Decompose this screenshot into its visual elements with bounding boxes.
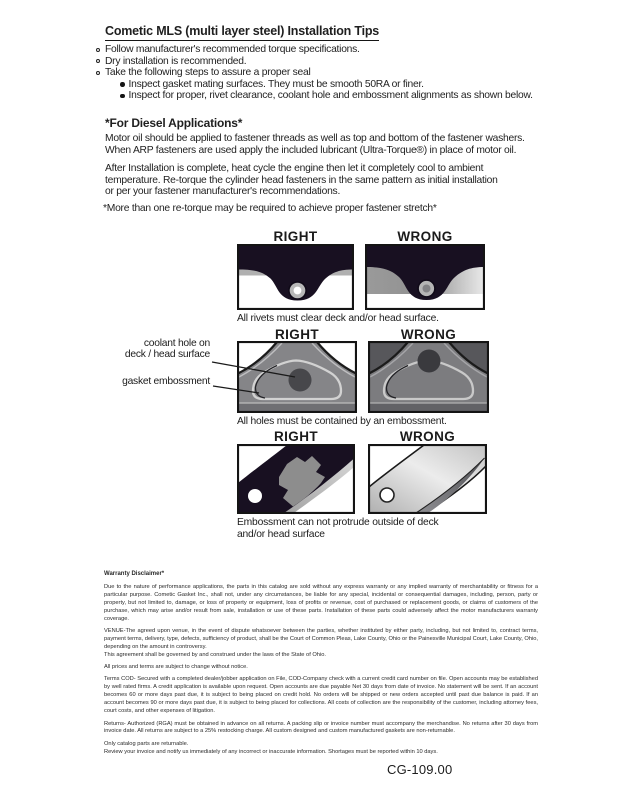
prices-terms-line: All prices and terms are subject to change without notice. (104, 664, 248, 671)
protrusion-right-diagram (237, 444, 355, 514)
open-bullet-icon (96, 48, 100, 52)
warranty-paragraph: Due to the nature of performance applications, the parts in this catalog are sold without any express warranty or any implied warranty of merchantability or fitness for a particular purpose. Cometic Gasket Inc., shall not, under any circumstances, be liable for any special, incidental or consequential damages, including, person, party or property, but not limited to, damage, or loss of property or equipment, loss of profits or revenue, cost of purchased or replacement goods, or claims of customers of the purchase, which may arise and/or result from sale, installation or use of these parts. Installation of these parts could adversely affect the motor manufacturers warranty coverage. (104, 583, 538, 622)
terms-cod-paragraph: Terms COD- Secured with a completed dealer/jobber application on File, COD-Company check with a current credit card number on file. Open accounts may be established by well rated firms. A credit application is available upon request. Open accounts are due payable Net 30 days from date of invoice. No statement will be sent. If an account becomes 60 or more days past due, it is subject to being placed on credit hold. No orders will be shipped or new orders accepted until past due balance is paid. If an account becomes 90 or more days past due, it is subject to being placed for collections. All costs of collection are the responsibility of the customer, including attorney fees, court costs, and other expenses of litigation. (104, 676, 538, 715)
open-bullet-icon (96, 71, 100, 75)
row3-caption-line1: Embossment can not protrude outside of deck (237, 517, 439, 528)
installation-tips-list (96, 44, 533, 102)
diesel-section-heading: *For Diesel Applications* (105, 116, 243, 130)
row1-wrong-label: WRONG (397, 229, 453, 244)
tip-sub-item: Inspect gasket mating surfaces. They must be smooth 50RA or finer. (120, 79, 533, 91)
embossment-wrong-diagram (368, 341, 489, 413)
row3-right-label: RIGHT (274, 429, 318, 444)
row1-caption: All rivets must clear deck and/or head surface. (237, 313, 439, 324)
tip-item: Take the following steps to assure a proper seal (96, 67, 533, 79)
warranty-disclaimer-heading: Warranty Disclaimer* (104, 571, 165, 577)
row3-wrong-label: WRONG (399, 429, 456, 444)
rivet-clearance-right-diagram (237, 244, 354, 310)
diesel-paragraph-2: After Installation is complete, heat cycle the engine then let it completely cool to ambient temperature. Re-torque the cylinder head fasteners in the same pattern as initial installation or per your fastener manufacturer's recommendations. (105, 163, 498, 198)
row1-right-label: RIGHT (273, 229, 318, 244)
filled-bullet-icon (120, 94, 125, 99)
rivet-clearance-wrong-diagram (365, 244, 485, 310)
tip-item: Follow manufacturer's recommended torque specifications. (96, 44, 533, 56)
row2-caption: All holes must be contained by an embossment. (237, 416, 447, 427)
page-number: CG-109.00 (387, 762, 453, 777)
diesel-paragraph-1: Motor oil should be applied to fastener threads as well as top and bottom of the fastener washers. When ARP fasteners are used apply the included lubricant (Ultra-Torque®) in place of motor oil. (105, 133, 525, 156)
row2-wrong-label: WRONG (400, 327, 457, 342)
legal-section (104, 571, 538, 757)
pointer-lines (211, 357, 303, 399)
page-title: Cometic MLS (multi layer steel) Installation Tips (105, 24, 379, 41)
tip-sub-item: Inspect for proper, rivet clearance, coolant hole and embossment alignments as shown below. (120, 90, 533, 102)
venue-paragraph: VENUE-The agreed upon venue, in the event of dispute whatsoever between the parties, whether instituted by either party, including, but not limited to, contract terms, payment terms, delivery, type, defects, sufficiency of product, shall be the Court of Common Pleas, Lake County, Ohio or the Painesville Municipal Court, Lake County, Ohio, depending on the amount in controversy. (104, 627, 538, 650)
returns-paragraph: Returns- Authorized (RGA) must be obtained in advance on all returns. A packing slip or invoice number must accompany the merchandise. No returns after 30 days from invoice date. All returns are subject to a 25% restocking charge. All custom designed and custom manufactured gaskets are non-returnable. (104, 720, 538, 735)
coolant-hole-label: coolant hole on deck / head surface (124, 338, 210, 360)
catalog-parts-line: Only catalog parts are returnable. (104, 740, 189, 747)
governing-law-line: This agreement shall be governed by and construed under the laws of the State of Ohio. (104, 651, 326, 658)
gasket-embossment-label: gasket embossment (122, 376, 210, 387)
retorque-note: *More than one re-torque may be required to achieve proper fastener stretch* (103, 203, 437, 214)
review-invoice-line: Review your invoice and notify us immediately of any incorrect or inaccurate information. Shortages must be reported within 10 days. (104, 748, 438, 755)
tip-item: Dry installation is recommended. (96, 56, 533, 68)
row3-caption-line2: and/or head surface (237, 529, 325, 540)
row2-right-label: RIGHT (275, 327, 319, 342)
open-bullet-icon (96, 59, 100, 63)
filled-bullet-icon (120, 82, 125, 87)
protrusion-wrong-diagram (368, 444, 487, 514)
